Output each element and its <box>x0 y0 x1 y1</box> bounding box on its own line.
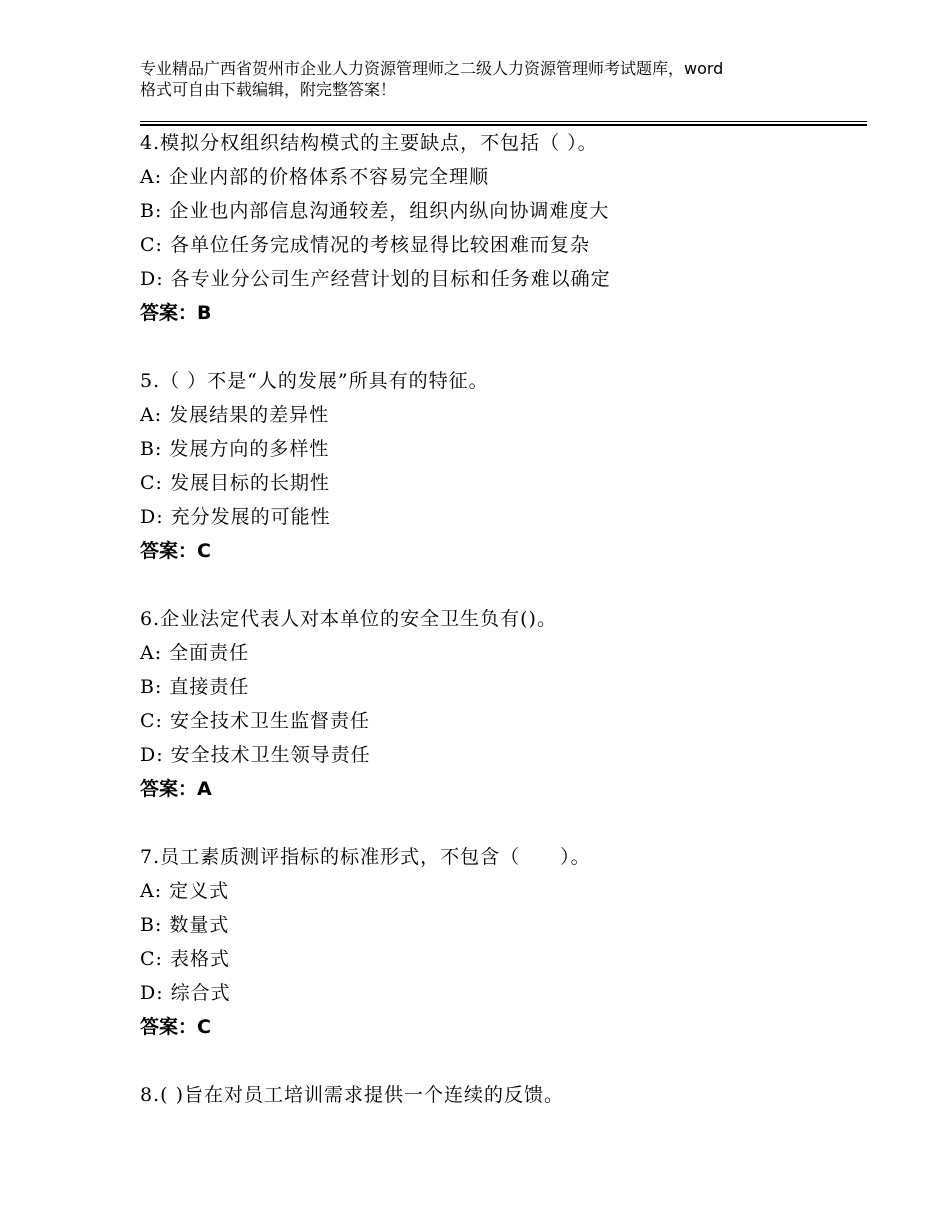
question-5 <box>140 364 867 568</box>
option-b: B: 数量式 <box>140 914 230 936</box>
header-divider-thin <box>140 121 867 122</box>
option-a: A: 定义式 <box>140 880 230 902</box>
answer: 答案：C <box>140 1016 211 1038</box>
question-6 <box>140 602 867 806</box>
answer: 答案：C <box>140 540 211 562</box>
option-a: A: 发展结果的差异性 <box>140 404 330 426</box>
option-d: D: 各专业分公司生产经营计划的目标和任务难以确定 <box>140 268 611 290</box>
question-7 <box>140 840 867 1044</box>
question-stem: 5.（ ）不是“人的发展”所具有的特征。 <box>140 370 489 392</box>
header-title-line-2: 格式可自由下载编辑，附完整答案！ <box>140 80 397 99</box>
option-b: B: 发展方向的多样性 <box>140 438 330 460</box>
question-4 <box>140 126 867 330</box>
option-d: D: 充分发展的可能性 <box>140 506 331 528</box>
question-stem: 8.( )旨在对员工培训需求提供一个连续的反馈。 <box>140 1084 564 1106</box>
option-a: A: 全面责任 <box>140 642 250 664</box>
option-a: A: 企业内部的价格体系不容易完全理顺 <box>140 166 490 188</box>
question-stem: 6.企业法定代表人对本单位的安全卫生负有()。 <box>140 608 557 630</box>
option-c: C: 安全技术卫生监督责任 <box>140 710 370 732</box>
option-b: B: 直接责任 <box>140 676 250 698</box>
option-d: D: 综合式 <box>140 982 231 1004</box>
question-stem: 4.模拟分权组织结构模式的主要缺点，不包括（ ）。 <box>140 132 598 154</box>
document-header <box>140 58 840 100</box>
question-list <box>140 126 867 1146</box>
question-stem: 7.员工素质测评指标的标准形式，不包含（ ）。 <box>140 846 591 868</box>
header-title-line-1: 专业精品广西省贺州市企业人力资源管理师之二级人力资源管理师考试题库，word <box>140 59 724 78</box>
option-c: C: 发展目标的长期性 <box>140 472 330 494</box>
option-c: C: 各单位任务完成情况的考核显得比较困难而复杂 <box>140 234 590 256</box>
answer: 答案：B <box>140 302 212 324</box>
option-d: D: 安全技术卫生领导责任 <box>140 744 371 766</box>
answer: 答案：A <box>140 778 212 800</box>
option-c: C: 表格式 <box>140 948 230 970</box>
option-b: B: 企业也内部信息沟通较差，组织内纵向协调难度大 <box>140 200 610 222</box>
question-8 <box>140 1078 867 1112</box>
